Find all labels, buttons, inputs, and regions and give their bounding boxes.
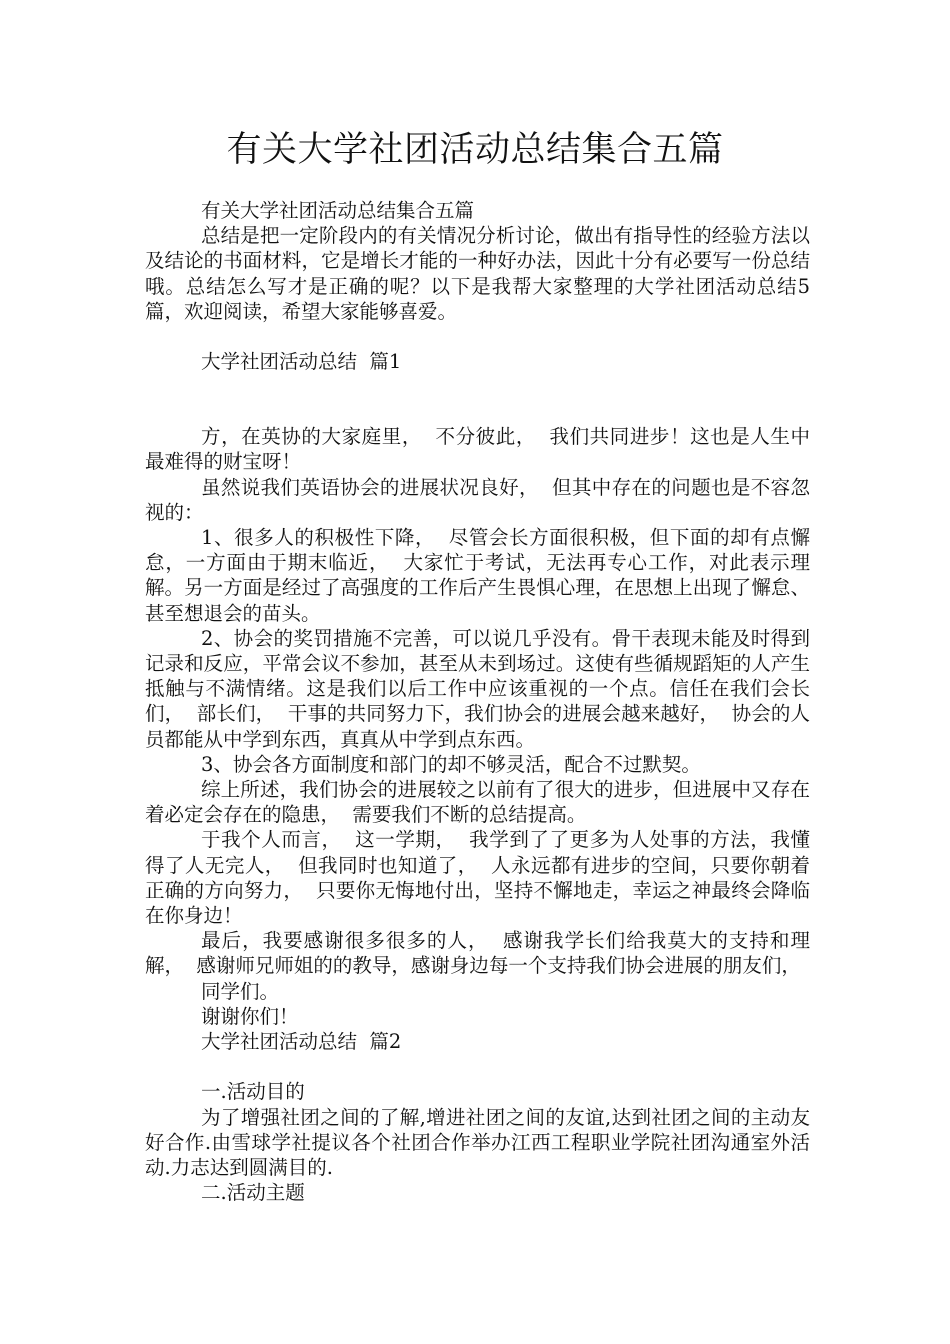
section-heading-2: 大学社团活动总结 篇2: [201, 1030, 402, 1054]
spacer: [145, 324, 810, 349]
spacer: [145, 1054, 810, 1079]
subheading: 二.活动主题: [201, 1181, 305, 1205]
subheading: 一.活动目的: [201, 1080, 305, 1104]
paragraph: 3、协会各方面制度和部门的却不够灵活，配合不过默契。: [201, 752, 701, 776]
intro-paragraph: 总结是把一定阶段内的有关情况分析讨论，做出有指导性的经验方法以及结论的书面材料，它是增长才能的一种好办法，因此十分有必要写一份总结哦。总结怎么写才是正确的呢？以下是我帮大家整理的大学社团活动总结5篇，欢迎阅读，希望大家能够喜爱。: [145, 224, 810, 323]
spacer: [145, 374, 810, 424]
document-body: [145, 198, 810, 1205]
subtitle-line: 有关大学社团活动总结集合五篇: [201, 199, 475, 222]
paragraph: 2、协会的奖罚措施不完善，可以说几乎没有。骨干表现未能及时得到记录和反应，平常会议不参加，甚至从未到场过。这使有些循规蹈矩的人产生抵触与不满情绪。这是我们以后工作中应该重视的一个点。信任在我们会长们， 部长们， 干事的共同努力下，我们协会的进展会越来越好， 协会的人员都能从中学到东西，真真从中学到点东西。: [145, 626, 810, 751]
paragraph: 综上所述，我们协会的进展较之以前有了很大的进步，但进展中又存在着必定会存在的隐患， 需要我们不断的总结提高。: [145, 778, 810, 827]
document-title: 有关大学社团活动总结集合五篇: [226, 130, 724, 170]
paragraph: 1、很多人的积极性下降， 尽管会长方面很积极，但下面的却有点懈怠，一方面由于期末临近， 大家忙于考试，无法再专心工作，对此表示理解。另一方面是经过了高强度的工作后产生畏惧心理，在思想上出现了懈怠、甚至想退会的苗头。: [145, 526, 810, 625]
paragraph: 为了增强社团之间的了解,增进社团之间的友谊,达到社团之间的主动友好合作.由雪球学社提议各个社团合作举办江西工程职业学院社团沟通室外活动.力志达到圆满目的.: [145, 1105, 810, 1179]
paragraph: 方，在英协的大家庭里， 不分彼此， 我们共同进步！这也是人生中最难得的财宝呀！: [145, 425, 810, 474]
paragraph: 于我个人而言， 这一学期， 我学到了了更多为人处事的方法，我懂得了人无完人， 但我同时也知道了， 人永远都有进步的空间，只要你朝着正确的方向努力， 只要你无悔地付出，坚持不懈地走，幸运之神最终会降临在你身边！: [145, 828, 810, 928]
paragraph: 谢谢你们！: [201, 1004, 299, 1028]
section-heading-1: 大学社团活动总结 篇1: [201, 350, 402, 374]
paragraph: 虽然说我们英语协会的进展状况良好， 但其中存在的问题也是不容忽视的：: [145, 475, 810, 524]
paragraph: 同学们。: [201, 979, 280, 1003]
paragraph: 最后，我要感谢很多很多的人， 感谢我学长们给我莫大的支持和理解， 感谢师兄师姐的的教导，感谢身边每一个支持我们协会进展的朋友们，: [145, 929, 810, 978]
